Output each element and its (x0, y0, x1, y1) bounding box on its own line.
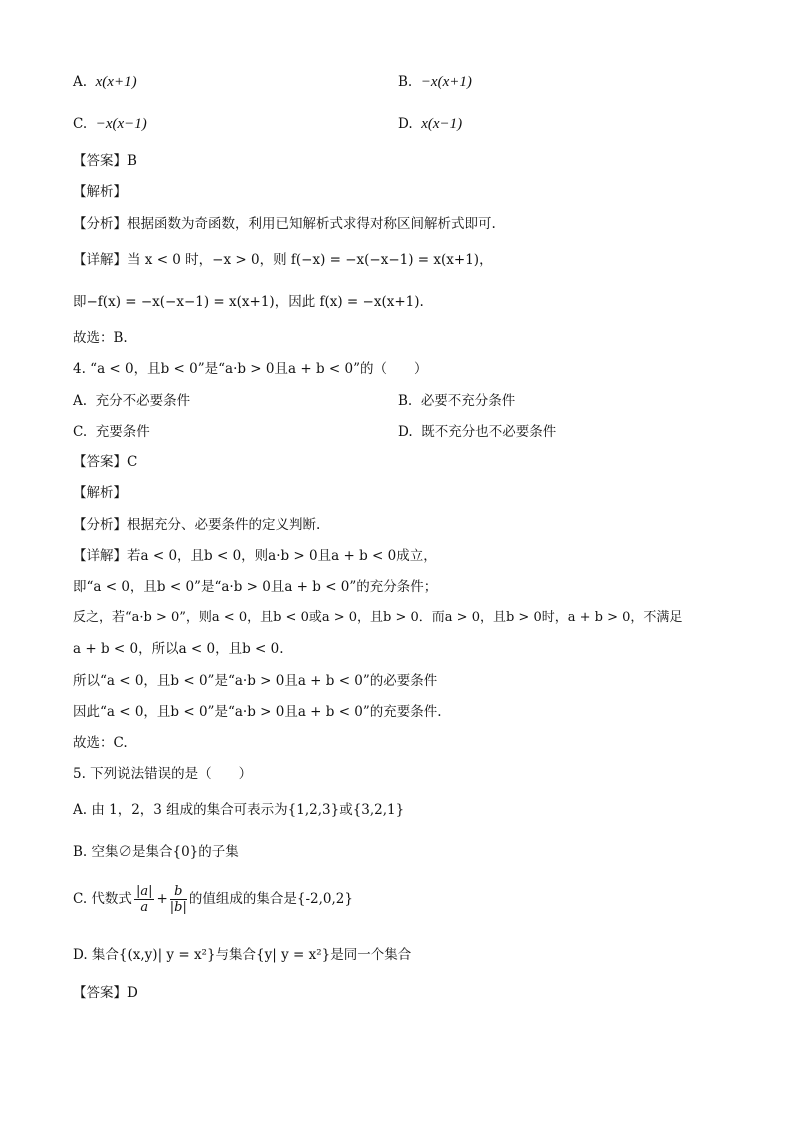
q3-option-c-expr: −x(x−1) (95, 116, 147, 132)
q4-line-6: 因此“a < 0，且b < 0”是“a·b > 0且a + b < 0”的充要条件. (73, 704, 442, 720)
q3-option-b-expr: −x(x+1) (420, 74, 472, 90)
q4-line-3: 反之，若“a·b > 0”，则a < 0，且b < 0或a > 0，且b > 0．而a > 0，且b > 0时，a + b > 0，不满足 (73, 610, 683, 625)
q3-option-d: D. x(x−1) (398, 116, 463, 132)
q3-xiangjie-2: 即−f(x) = −x(−x−1) = x(x+1)，因此 f(x) = −x(x+1). (73, 294, 424, 310)
q3-choose: 故选：B. (73, 330, 128, 346)
q4-option-d: D. 既不充分也不必要条件 (398, 424, 557, 440)
q3-option-c: C. −x(x−1) (73, 116, 147, 132)
q4-line-5: 所以“a < 0，且b < 0”是“a·b > 0且a + b < 0”的必要条件 (73, 673, 438, 689)
q5-fraction-1: $\frac{|a|}{a}$ (135, 884, 153, 915)
q4-stem: 4. “a < 0，且b < 0”是“a·b > 0且a + b < 0”的（ ） (73, 361, 428, 377)
q4-option-b: B. 必要不充分条件 (398, 393, 516, 409)
q4-line-7: 故选：C. (73, 735, 128, 751)
q3-xiangjie-1: 【详解】当 x < 0 时，−x > 0，则 f(−x) = −x(−x−1) = x(x+1)， (73, 252, 493, 268)
q4-line-2: 即“a < 0，且b < 0”是“a·b > 0且a + b < 0”的充分条件； (73, 579, 438, 595)
q5-fraction-2: $\frac{b}{|b|}$ (169, 884, 187, 915)
q4-analysis-label: 【解析】 (73, 485, 127, 501)
q5-option-c: C. 代数式 $\frac{|a|}{a}$ + $\frac{b}{|b|}$ 的值组成的集合是{-2,0,2} (73, 884, 353, 915)
q4-answer: 【答案】C (73, 454, 138, 470)
q5-stem: 5. 下列说法错误的是（ ） (73, 766, 253, 782)
q3-option-b: B. −x(x+1) (398, 74, 472, 90)
q3-fenxi: 【分析】根据函数为奇函数，利用已知解析式求得对称区间解析式即可. (73, 216, 496, 232)
q3-option-a-expr: x(x+1) (95, 74, 137, 90)
q4-fenxi: 【分析】根据充分、必要条件的定义判断. (73, 517, 321, 533)
q5-option-a: A. 由 1，2，3 组成的集合可表示为{1,2,3}或{3,2,1} (73, 802, 405, 818)
q4-option-a: A. 充分不必要条件 (73, 393, 191, 409)
q3-analysis-label: 【解析】 (73, 184, 127, 200)
q5-option-b: B. 空集∅是集合{0}的子集 (73, 844, 239, 860)
q3-answer: 【答案】B (73, 153, 137, 169)
q4-line-4: a + b < 0，所以a < 0，且b < 0. (73, 641, 284, 657)
q4-line-1: 【详解】若a < 0，且b < 0，则a·b > 0且a + b < 0成立， (73, 548, 437, 564)
q3-option-a: A. x(x+1) (73, 74, 137, 90)
q4-option-c: C. 充要条件 (73, 424, 150, 440)
q3-option-d-expr: x(x−1) (421, 116, 463, 132)
q5-answer: 【答案】D (73, 985, 138, 1001)
q5-option-d: D. 集合{(x,y)| y = x²}与集合{y| y = x²}是同一个集合 (73, 947, 412, 963)
